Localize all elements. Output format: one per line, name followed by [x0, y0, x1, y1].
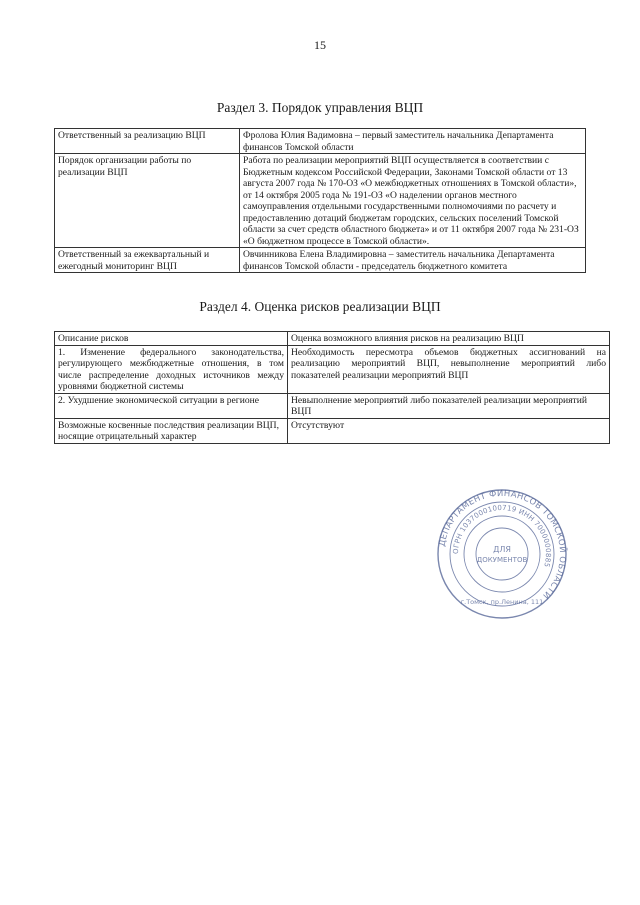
section-4-title: Раздел 4. Оценка рисков реализации ВЦП — [199, 299, 441, 314]
risk-impact: Необходимость пересмотра объемов бюджетных ассигнований на реализацию мероприятий ВЦП, невыполнение мероприятий либо показателей реализации мероприятий ВЦП — [288, 345, 610, 393]
section-3-title: Раздел 3. Порядок управления ВЦП — [216, 100, 424, 115]
stamp-center-line-2: ДОКУМЕНТОВ — [476, 556, 528, 564]
risk-description: 2. Ухудшение экономической ситуации в регионе — [55, 393, 288, 418]
stamp-address: г.Томск, пр.Ленина, 111 — [460, 598, 544, 606]
table-header-row — [55, 332, 610, 346]
row-label: Ответственный за ежеквартальный и ежегодный мониторинг ВЦП — [55, 248, 240, 273]
stamp-inner-text: ОГРН 1037000100719 ИНН 7000000885 — [451, 503, 553, 569]
row-label: Порядок организации работы по реализации ВЦП — [55, 154, 240, 248]
header-risk-impact: Оценка возможного влияния рисков на реализацию ВЦП — [288, 332, 610, 346]
row-value: Фролова Юлия Вадимовна – первый заместитель начальника Департамента финансов Томской области — [240, 129, 586, 154]
table-row — [55, 129, 586, 154]
risk-impact: Отсутствуют — [288, 418, 610, 443]
row-value: Работа по реализации мероприятий ВЦП осуществляется в соответствии с Бюджетным кодексом Российской Федерации, Законами Томской области от 13 августа 2007 года № 170-ОЗ «О межбюджетных отношениях в Томской области», от 14 октября 2005 года № 191-ОЗ «О наделении органов местного самоуправления отдельными государственными полномочиями по расчету и предоставлению дотаций бюджетам городских, сельских поселений Томской области за счет средств областного бюджета» и от 11 октября 2007 года № 231-ОЗ «О бюджетном процессе в Томской области». — [240, 154, 586, 248]
official-stamp — [436, 488, 568, 620]
row-value: Овчинникова Елена Владимировна – заместитель начальника Департамента финансов Томской области - председатель бюджетного комитета — [240, 248, 586, 273]
table-row — [55, 418, 610, 443]
header-risk-description: Описание рисков — [55, 332, 288, 346]
row-label: Ответственный за реализацию ВЦП — [55, 129, 240, 154]
page-number: 15 — [314, 38, 326, 52]
table-row — [55, 248, 586, 273]
management-table — [54, 128, 586, 273]
risk-description: 1. Изменение федерального законодательства, регулирующего межбюджетные отношения, в том числе распределение доходных источников между уровнями бюджетной системы — [55, 345, 288, 393]
table-row — [55, 393, 610, 418]
risk-description: Возможные косвенные последствия реализации ВЦП, носящие отрицательный характер — [55, 418, 288, 443]
stamp-outer-text: ДЕПАРТАМЕНТ ФИНАНСОВ ТОМСКОЙ ОБЛАСТИ — [437, 488, 568, 601]
risk-table — [54, 331, 610, 444]
stamp-center-line-1: ДЛЯ — [493, 545, 511, 554]
risk-impact: Невыполнение мероприятий либо показателей реализации мероприятий ВЦП — [288, 393, 610, 418]
table-row — [55, 154, 586, 248]
table-row — [55, 345, 610, 393]
